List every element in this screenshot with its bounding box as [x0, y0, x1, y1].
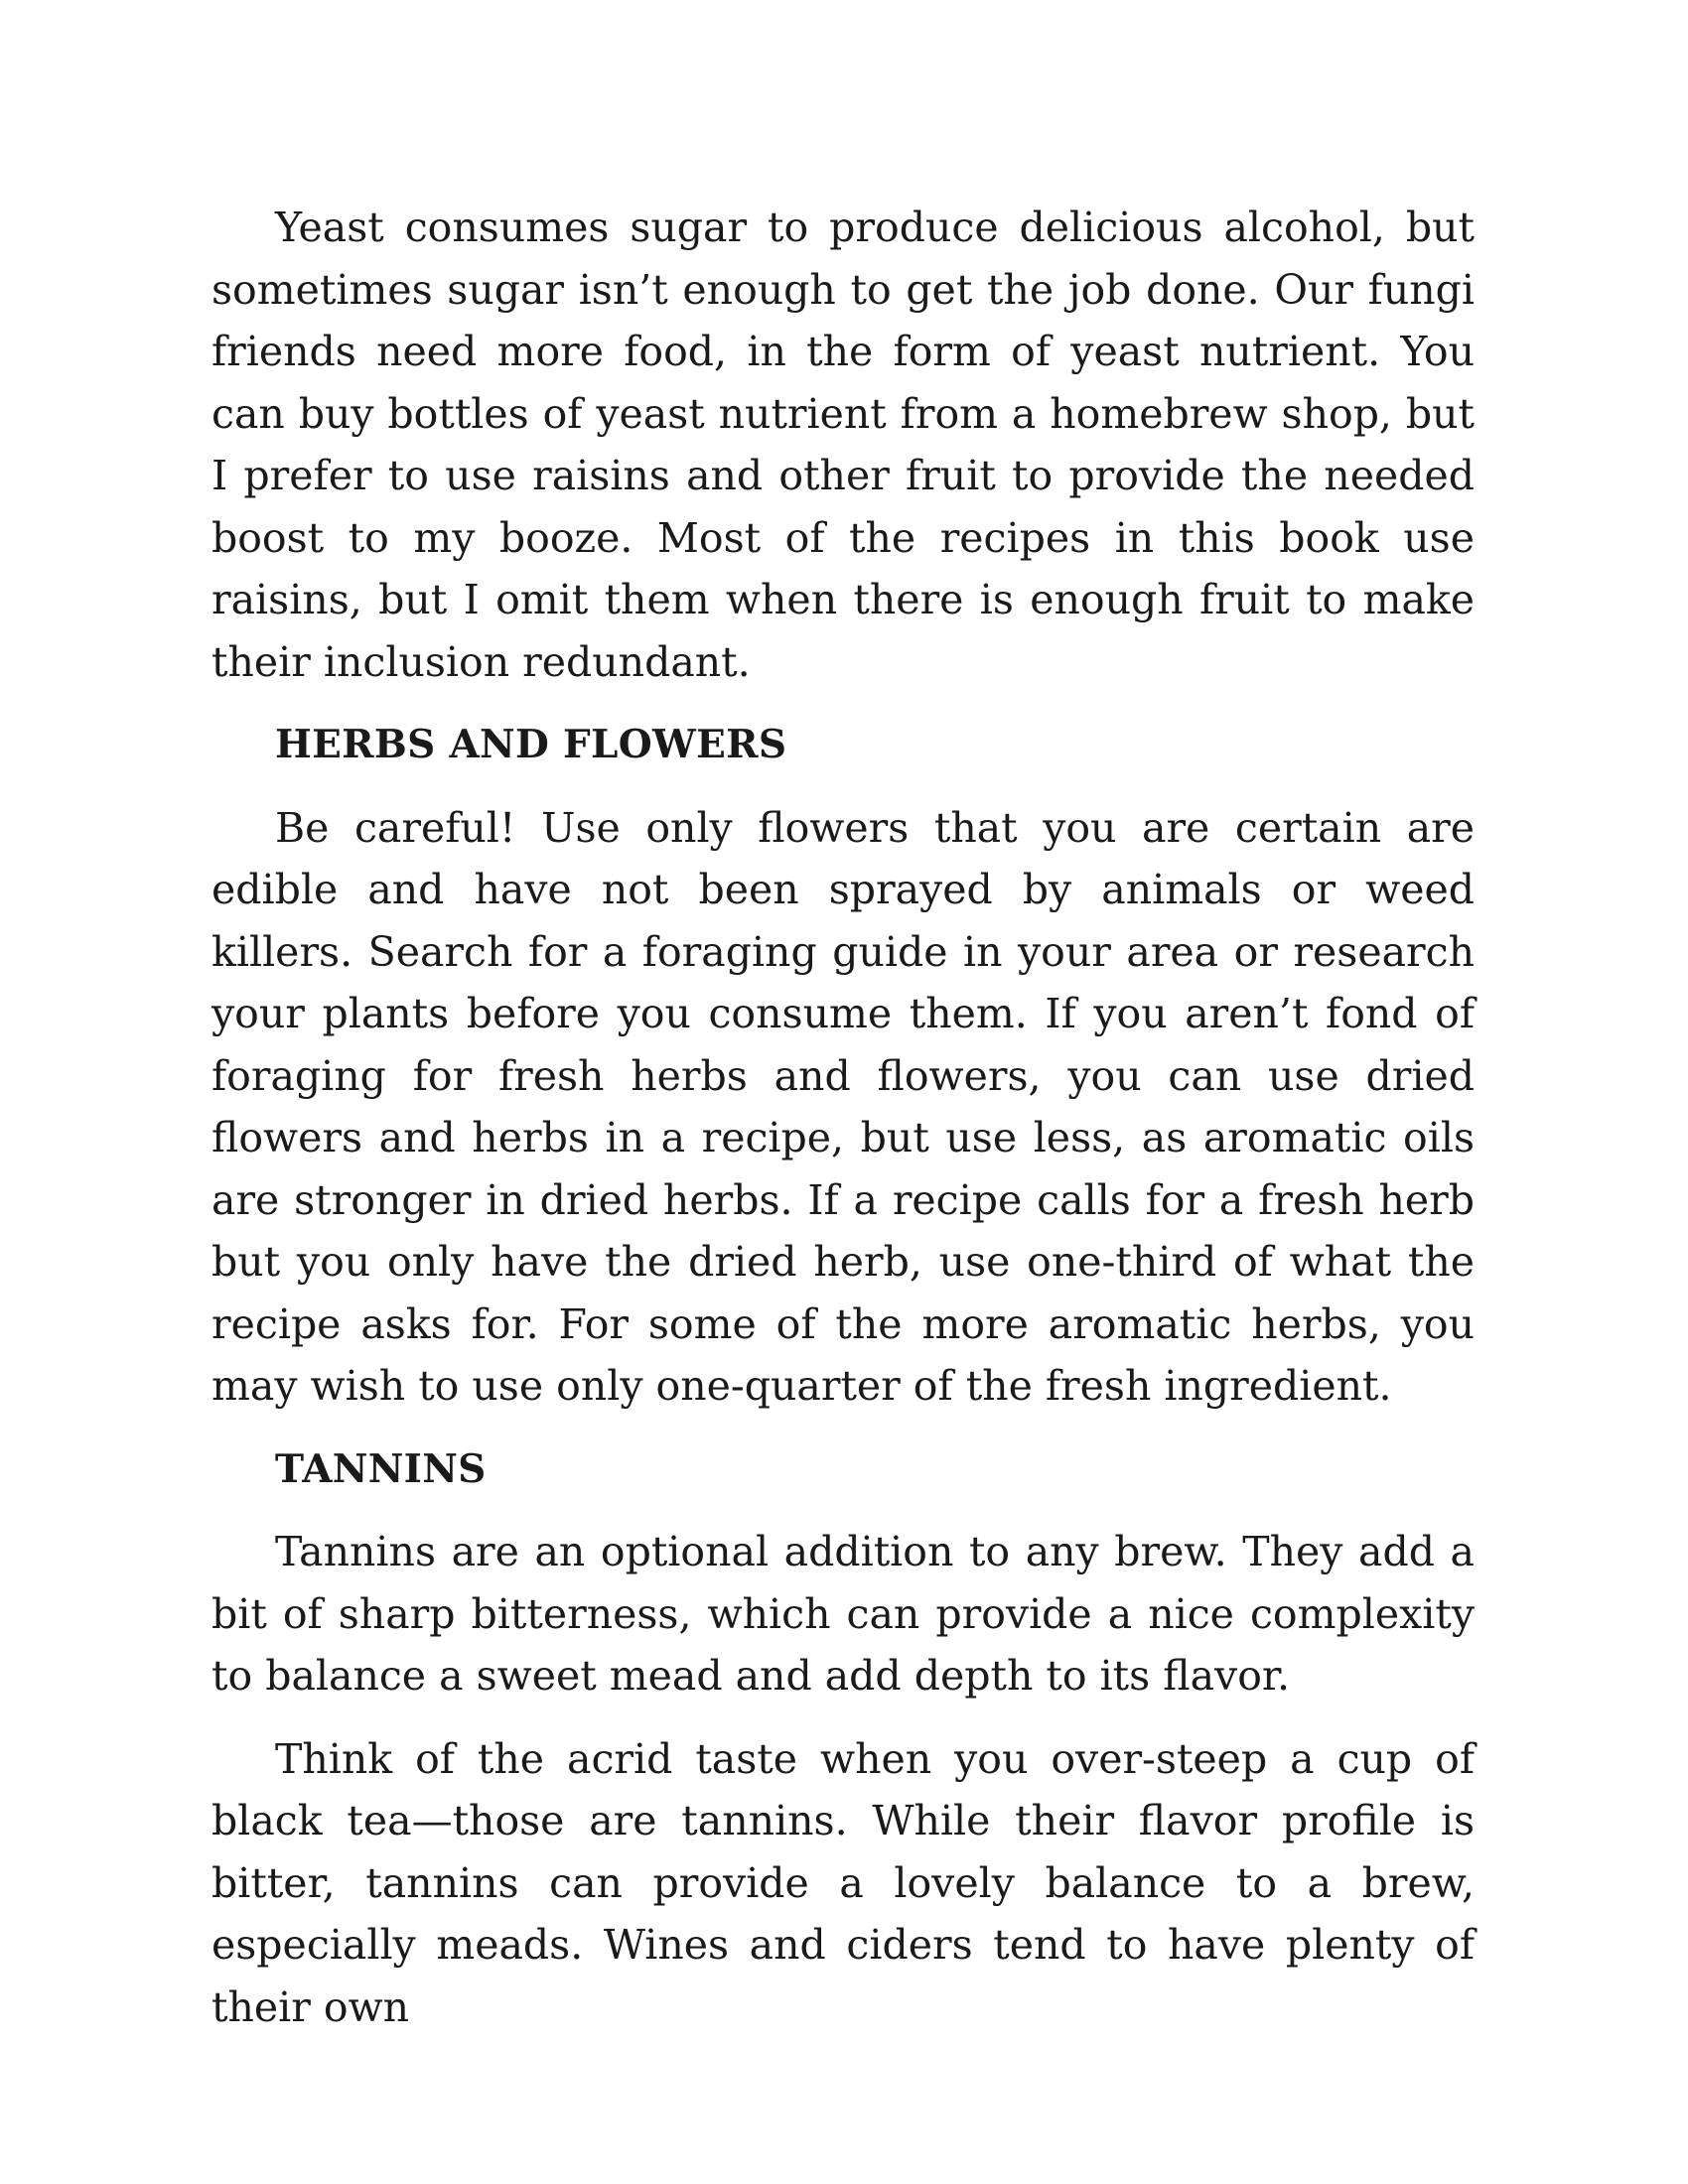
paragraph-tannins-intro: Tannins are an optional addition to any brew. They add a bit of sharp bitterness, which can provide a nice complexity to balance a sweet mead and add depth to its flavor.	[211, 1528, 1475, 1700]
paragraph-herbs-and-flowers: Be careful! Use only flowers that you are certain are edible and have not been sprayed by animals or weed killers. Search for a foraging guide in your area or research your plants before you consume them. If you aren’t fond of foraging for fresh herbs and flowers, you can use dried flowers and herbs in a recipe, but use less, as aromatic oils are stronger in dried herbs. If a recipe calls for a fresh herb but you only have the dried herb, use one-third of what the recipe asks for. For some of the more aromatic herbs, you may wish to use only one-quarter of the fresh ingredient.	[211, 803, 1475, 1410]
paragraph-yeast-nutrient: Yeast consumes sugar to produce delicious alcohol, but sometimes sugar isn’t enough to get the job done. Our fungi friends need more food, in the form of yeast nutrient. You can buy bottles of yeast nutrient from a homebrew shop, but I prefer to use raisins and other fruit to provide the needed boost to my booze. Most of the recipes in this book use raisins, but I omit them when there is enough fruit to make their inclusion redundant.	[211, 204, 1475, 686]
paragraph-tannins-taste: Think of the acrid taste when you over-steep a cup of black tea—those are tannins. While their flavor profile is bitter, tannins can provide a lovely balance to a brew, especially meads. Wines and ciders tend to have plenty of their own	[211, 1734, 1475, 2031]
section-heading-tannins: TANNINS	[275, 1445, 487, 1492]
section-heading-herbs-and-flowers: HERBS AND FLOWERS	[275, 722, 787, 767]
page-body	[211, 197, 1475, 2038]
